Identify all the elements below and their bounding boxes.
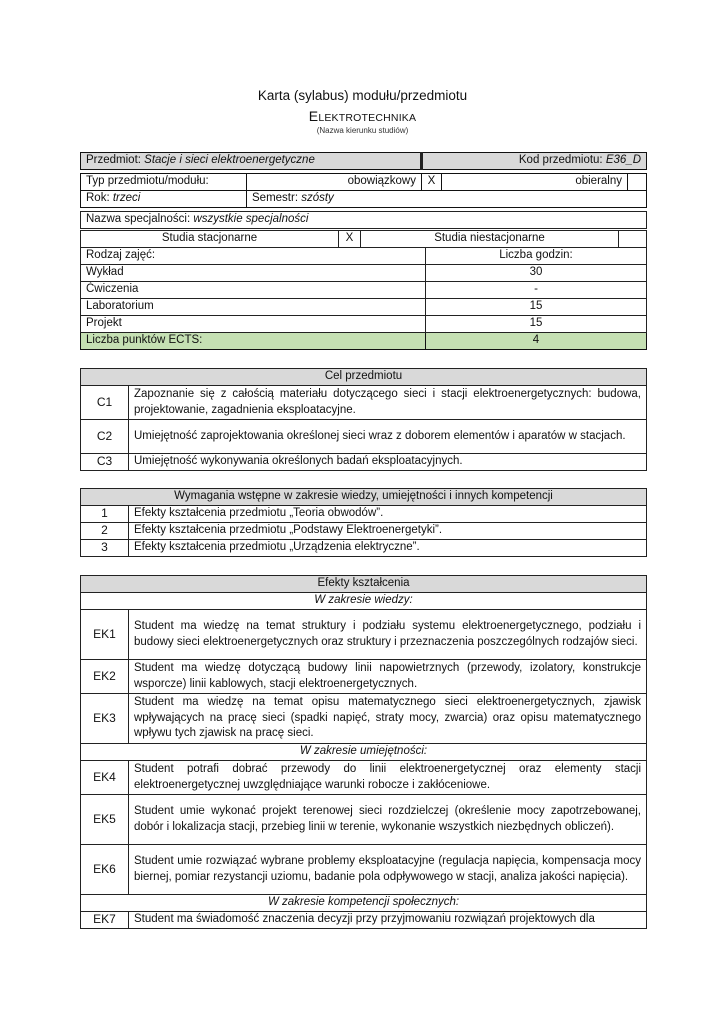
skills-title: W zakresie umiejętności: [81, 744, 647, 761]
outcome-text: Student ma wiedzę dotyczącą budowy linii napowietrznych (przewody, izolatory, konstrukcje wsporcze) linii kablowych, stacji elektroenergetycznych. [129, 660, 647, 694]
requirement-num: 3 [81, 540, 129, 557]
requirement-num: 2 [81, 523, 129, 540]
outcome-code: EK2 [81, 660, 129, 694]
subject-value: Stacje i sieci elektroenergetyczne [144, 154, 315, 167]
subject-cell [81, 153, 422, 170]
requirements-title: Wymagania wstępne w zakresie wiedzy, umiejętności i innych kompetencji [81, 489, 647, 506]
outcomes-title: Efekty kształcenia [81, 576, 647, 593]
ects-label: Liczba punktów ECTS: [81, 333, 426, 350]
year-cell [81, 191, 247, 208]
subject-info-table [80, 152, 647, 229]
classes-table [80, 247, 647, 350]
mandatory-mark: X [422, 174, 442, 191]
stationary-mark: X [339, 231, 361, 248]
social-title: W zakresie kompetencji społecznych: [81, 895, 647, 912]
class-name: Ćwiczenia [81, 282, 426, 299]
goal-text: Zapoznanie się z całością materiału dotyczącego sieci i stacji elektroenergetycznych: budowa, projektowanie, zagadnienia eksploatacyjne. [129, 386, 647, 420]
non-stationary-label: Studia niestacjonarne [361, 231, 619, 248]
year-label: Rok: [86, 192, 110, 205]
field-first-letter: E [308, 108, 319, 124]
goals-table [80, 368, 647, 471]
type-label: Typ przedmiotu/modułu: [81, 174, 247, 191]
requirement-text: Efekty kształcenia przedmiotu „Podstawy Elektroenergetyki”. [129, 523, 647, 540]
stationary-label: Studia stacjonarne [81, 231, 339, 248]
semester-label: Semestr: [252, 192, 299, 205]
requirement-text: Efekty kształcenia przedmiotu „Urządzenia elektryczne”. [129, 540, 647, 557]
outcome-code: EK1 [81, 610, 129, 660]
outcome-text: Student umie wykonać projekt terenowej sieci rozdzielczej (określenie mocy zapotrzebowanej, dobór i lokalizacja stacji, przebieg linii w terenie, wykonanie wszystkich niezbędnych obliczeń). [129, 795, 647, 845]
specialty-cell [81, 212, 647, 229]
outcome-code: EK5 [81, 795, 129, 845]
goal-code: C2 [81, 420, 129, 454]
requirements-table [80, 488, 647, 557]
semester-cell [247, 191, 647, 208]
class-name: Laboratorium [81, 299, 426, 316]
class-hours: 15 [426, 316, 647, 333]
field-rest: LEKTROTECHNIKA [318, 112, 417, 124]
semester-value: szósty [301, 192, 334, 205]
goal-text: Umiejętność zaprojektowania określonej sieci wraz z doborem elementów i aparatów w stacjach. [129, 420, 647, 454]
ects-value: 4 [426, 333, 647, 350]
outcome-text: Student potrafi dobrać przewody do linii elektroenergetycznej oraz elementy stacji elektroenergetycznej uwzględniające warunki robocze i zakłóceniowe. [129, 761, 647, 795]
class-name: Projekt [81, 316, 426, 333]
goal-code: C3 [81, 454, 129, 471]
code-value: E36_D [605, 154, 642, 167]
code-label: Kod przedmiotu: [518, 154, 603, 167]
outcome-code: EK7 [81, 912, 129, 929]
outcome-text: Student ma świadomość znaczenia decyzji przy przyjmowaniu rozwiązań projektowych dla [129, 912, 647, 929]
outcome-code: EK6 [81, 845, 129, 895]
requirement-num: 1 [81, 506, 129, 523]
year-value: trzeci [112, 192, 141, 205]
outcome-text: Student umie rozwiązać wybrane problemy eksploatacyjne (regulacja napięcia, kompensacja mocy biernej, pomiar rezystancji uziomu, badanie pola odpływowego w stacji, analiza jakości napięcia). [129, 845, 647, 895]
outcome-code: EK4 [81, 761, 129, 795]
syllabus-title: Karta (sylabus) modułu/przedmiotu [257, 88, 468, 103]
field-note: (Nazwa kierunku studiów) [316, 126, 409, 135]
classes-header: Rodzaj zajęć: [81, 248, 426, 265]
elective-label: obieralny [442, 174, 628, 191]
specialty-label: Nazwa specjalności: [86, 213, 191, 226]
requirement-text: Efekty kształcenia przedmiotu „Teoria obwodów”. [129, 506, 647, 523]
outcome-code: EK3 [81, 694, 129, 744]
class-hours: 30 [426, 265, 647, 282]
elective-mark [628, 174, 647, 191]
hours-header: Liczba godzin: [426, 248, 647, 265]
study-mode-table [80, 230, 647, 248]
goal-text: Umiejętność wykonywania określonych badań eksploatacyjnych. [129, 454, 647, 471]
class-hours: 15 [426, 299, 647, 316]
outcome-text: Student ma wiedzę na temat opisu matematycznego sieci elektroenergetycznych, zjawisk wpływających na pracę sieci (spadki napięć, straty mocy, zwarcia) oraz opisu matematycznego wpływu tych zjawisk na pracę sieci. [129, 694, 647, 744]
field-of-study [0, 108, 725, 124]
outcomes-table [80, 575, 647, 929]
outcome-text: Student ma wiedzę na temat struktury i podziału systemu elektroenergetycznego, podziału i budowy sieci elektroenergetycznych oraz struktury i przeznaczenia poszczególnych rodzajów sieci. [129, 610, 647, 660]
class-name: Wykład [81, 265, 426, 282]
mandatory-label: obowiązkowy [247, 174, 422, 191]
subject-label: Przedmiot: [86, 154, 141, 167]
class-hours: - [426, 282, 647, 299]
code-cell [422, 153, 647, 170]
non-stationary-mark [619, 231, 647, 248]
goal-code: C1 [81, 386, 129, 420]
knowledge-title: W zakresie wiedzy: [81, 593, 647, 610]
specialty-value: wszystkie specjalności [193, 213, 309, 226]
goals-title: Cel przedmiotu [81, 369, 647, 386]
